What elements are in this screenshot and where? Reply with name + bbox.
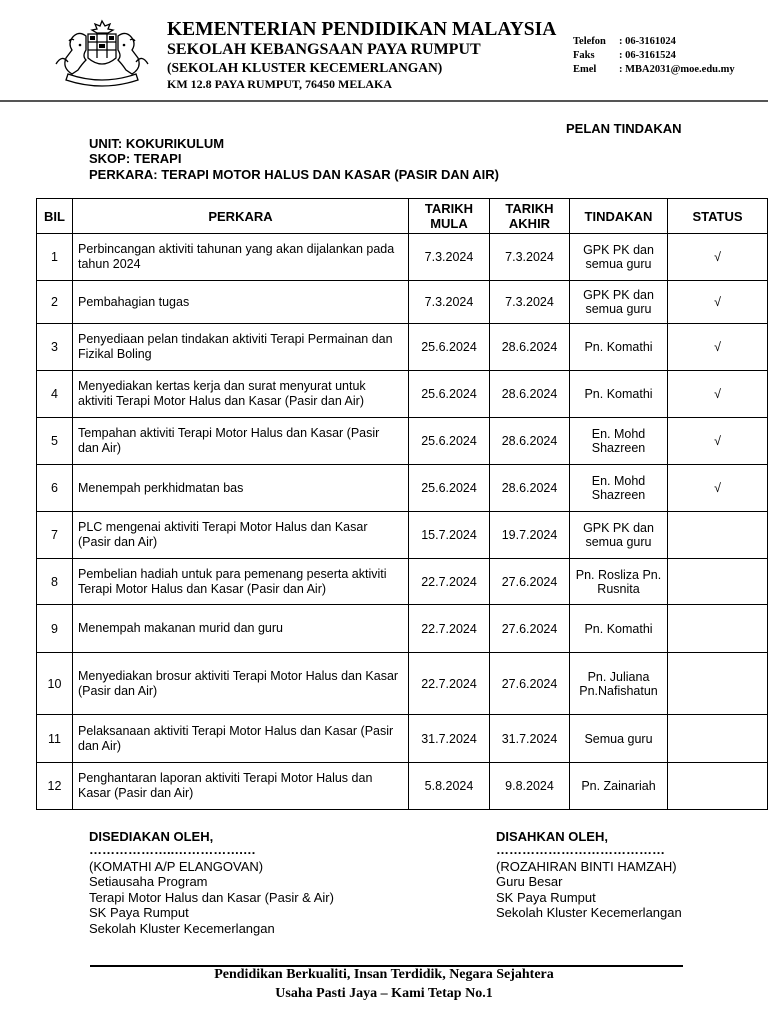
table-row (37, 715, 768, 763)
row-perkara: Menempah makanan murid dan guru (73, 605, 409, 653)
row-status: √ (668, 465, 768, 512)
table-row (37, 605, 768, 653)
header-status: STATUS (668, 199, 768, 234)
row-number: 10 (37, 653, 73, 715)
contact-value: : 06-3161524 (619, 50, 676, 61)
row-tarikh-akhir: 19.7.2024 (490, 512, 570, 559)
unit-label: UNIT: KOKURIKULUM (89, 136, 225, 151)
school-cluster: (SEKOLAH KLUSTER KECEMERLANGAN) (167, 60, 443, 75)
row-status: √ (668, 371, 768, 418)
approved-name: (ROZAHIRAN BINTI HAMZAH) (496, 858, 677, 874)
school-name: SEKOLAH KEBANGSAAN PAYA RUMPUT (167, 41, 481, 58)
row-number: 6 (37, 465, 73, 512)
row-status (668, 559, 768, 605)
row-number: 2 (37, 281, 73, 324)
header-tarikh-mula: TARIKH MULA (409, 199, 490, 234)
header-perkara: PERKARA (73, 199, 409, 234)
row-tindakan: Pn. Rosliza Pn. Rusnita (570, 559, 668, 605)
row-tindakan: GPK PK dan semua guru (570, 234, 668, 281)
row-tarikh-mula: 22.7.2024 (409, 605, 490, 653)
contact-info (573, 35, 735, 77)
row-number: 1 (37, 234, 73, 281)
table-row (37, 559, 768, 605)
row-perkara: PLC mengenai aktiviti Terapi Motor Halus dan Kasar (Pasir dan Air) (73, 512, 409, 559)
row-tarikh-mula: 5.8.2024 (409, 763, 490, 810)
table-row (37, 763, 768, 810)
header-divider (0, 100, 768, 102)
row-tarikh-akhir: 31.7.2024 (490, 715, 570, 763)
prepared-line: Sekolah Kluster Kecemerlangan (89, 920, 275, 936)
row-tarikh-mula: 22.7.2024 (409, 559, 490, 605)
row-tarikh-akhir: 28.6.2024 (490, 324, 570, 371)
row-tindakan: Pn. Komathi (570, 605, 668, 653)
row-perkara: Pelaksanaan aktiviti Terapi Motor Halus dan Kasar (Pasir dan Air) (73, 715, 409, 763)
row-status: √ (668, 281, 768, 324)
row-tindakan: GPK PK dan semua guru (570, 281, 668, 324)
row-number: 11 (37, 715, 73, 763)
skop-label: SKOP: TERAPI (89, 151, 182, 166)
prepared-name: (KOMATHI A/P ELANGOVAN) (89, 858, 264, 874)
row-tarikh-akhir: 7.3.2024 (490, 234, 570, 281)
perkara-label: PERKARA: TERAPI MOTOR HALUS DAN KASAR (PASIR DAN AIR) (89, 167, 499, 182)
row-tarikh-akhir: 28.6.2024 (490, 465, 570, 512)
row-tindakan: Pn. Zainariah (570, 763, 668, 810)
row-number: 3 (37, 324, 73, 371)
row-tindakan: En. Mohd Shazreen (570, 418, 668, 465)
row-perkara: Pembelian hadiah untuk para pemenang peserta aktiviti Terapi Motor Halus dan Kasar (Pasir dan Air) (73, 559, 409, 605)
row-tarikh-akhir: 7.3.2024 (490, 281, 570, 324)
row-number: 8 (37, 559, 73, 605)
row-tindakan: En. Mohd Shazreen (570, 465, 668, 512)
row-number: 4 (37, 371, 73, 418)
row-perkara: Penghantaran laporan aktiviti Terapi Motor Halus dan Kasar (Pasir dan Air) (73, 763, 409, 810)
approved-by-block (496, 829, 682, 921)
contact-row-phone (573, 35, 735, 49)
row-tindakan: GPK PK dan semua guru (570, 512, 668, 559)
table-row (37, 371, 768, 418)
contact-value: : MBA2031@moe.edu.my (619, 64, 735, 75)
row-tindakan: Pn. Komathi (570, 371, 668, 418)
table-header-row (37, 199, 768, 234)
row-perkara: Menyediakan brosur aktiviti Terapi Motor Halus dan Kasar (Pasir dan Air) (73, 653, 409, 715)
row-tarikh-mula: 15.7.2024 (409, 512, 490, 559)
row-status: √ (668, 324, 768, 371)
table-row (37, 512, 768, 559)
table-row (37, 234, 768, 281)
row-tindakan: Semua guru (570, 715, 668, 763)
header-bil: BIL (37, 199, 73, 234)
row-tarikh-akhir: 28.6.2024 (490, 371, 570, 418)
prepared-line: Setiausaha Program (89, 874, 208, 889)
row-perkara: Perbincangan aktiviti tahunan yang akan dijalankan pada tahun 2024 (73, 234, 409, 281)
approved-line: Guru Besar (496, 874, 563, 889)
prepared-signature-line: ………………..…………….… (89, 841, 256, 857)
row-tindakan: Pn. Juliana Pn.Nafishatun (570, 653, 668, 715)
table-row (37, 281, 768, 324)
approved-signature-line: ………………………………… (496, 841, 665, 857)
row-tarikh-akhir: 9.8.2024 (490, 763, 570, 810)
approved-line: Sekolah Kluster Kecemerlangan (496, 905, 682, 920)
header-tindakan: TINDAKAN (570, 199, 668, 234)
contact-row-fax (573, 49, 735, 63)
footer-slogan: Usaha Pasti Jaya – Kami Tetap No.1 (275, 986, 493, 1001)
table-row (37, 324, 768, 371)
row-tarikh-akhir: 28.6.2024 (490, 418, 570, 465)
row-tarikh-akhir: 27.6.2024 (490, 653, 570, 715)
contact-label: Emel (573, 64, 597, 75)
coat-of-arms-icon (50, 18, 154, 90)
row-number: 7 (37, 512, 73, 559)
row-tarikh-akhir: 27.6.2024 (490, 605, 570, 653)
row-tarikh-mula: 7.3.2024 (409, 281, 490, 324)
row-tarikh-mula: 31.7.2024 (409, 715, 490, 763)
footer-motto: Pendidikan Berkualiti, Insan Terdidik, Negara Sejahtera (214, 967, 554, 982)
table-row (37, 653, 768, 715)
row-tarikh-mula: 25.6.2024 (409, 418, 490, 465)
row-tarikh-mula: 25.6.2024 (409, 465, 490, 512)
row-status: √ (668, 234, 768, 281)
header-tarikh-akhir: TARIKH AKHIR (490, 199, 570, 234)
table-row (37, 418, 768, 465)
row-perkara: Menyediakan kertas kerja dan surat menyurat untuk aktiviti Terapi Motor Halus dan Kasar (Pasir dan Air) (73, 371, 409, 418)
row-tarikh-akhir: 27.6.2024 (490, 559, 570, 605)
contact-label: Telefon (573, 36, 606, 47)
row-perkara: Menempah perkhidmatan bas (73, 465, 409, 512)
row-perkara: Tempahan aktiviti Terapi Motor Halus dan Kasar (Pasir dan Air) (73, 418, 409, 465)
ministry-name: KEMENTERIAN PENDIDIKAN MALAYSIA (167, 19, 557, 40)
school-address: KM 12.8 PAYA RUMPUT, 76450 MELAKA (167, 77, 392, 91)
contact-row-email (573, 63, 735, 77)
row-tindakan: Pn. Komathi (570, 324, 668, 371)
row-status (668, 715, 768, 763)
row-perkara: Penyediaan pelan tindakan aktiviti Terapi Permainan dan Fizikal Boling (73, 324, 409, 371)
row-status (668, 653, 768, 715)
row-tarikh-mula: 25.6.2024 (409, 371, 490, 418)
contact-value: : 06-3161024 (619, 36, 676, 47)
row-tarikh-mula: 7.3.2024 (409, 234, 490, 281)
approved-line: SK Paya Rumput (496, 889, 596, 905)
prepared-line: Terapi Motor Halus dan Kasar (Pasir & Air) (89, 889, 334, 905)
contact-label: Faks (573, 50, 595, 61)
row-status (668, 763, 768, 810)
prepared-by-block (89, 829, 334, 936)
row-status (668, 512, 768, 559)
row-number: 5 (37, 418, 73, 465)
table-row (37, 465, 768, 512)
row-status (668, 605, 768, 653)
row-status: √ (668, 418, 768, 465)
action-plan-table (36, 198, 768, 810)
prepared-line: SK Paya Rumput (89, 905, 189, 920)
row-number: 9 (37, 605, 73, 653)
row-number: 12 (37, 763, 73, 810)
prepared-heading: DISEDIAKAN OLEH, (89, 829, 214, 844)
row-tarikh-mula: 22.7.2024 (409, 653, 490, 715)
row-perkara: Pembahagian tugas (73, 281, 409, 324)
row-tarikh-mula: 25.6.2024 (409, 324, 490, 371)
doc-title: PELAN TINDAKAN (566, 121, 682, 136)
approved-heading: DISAHKAN OLEH, (496, 829, 608, 844)
